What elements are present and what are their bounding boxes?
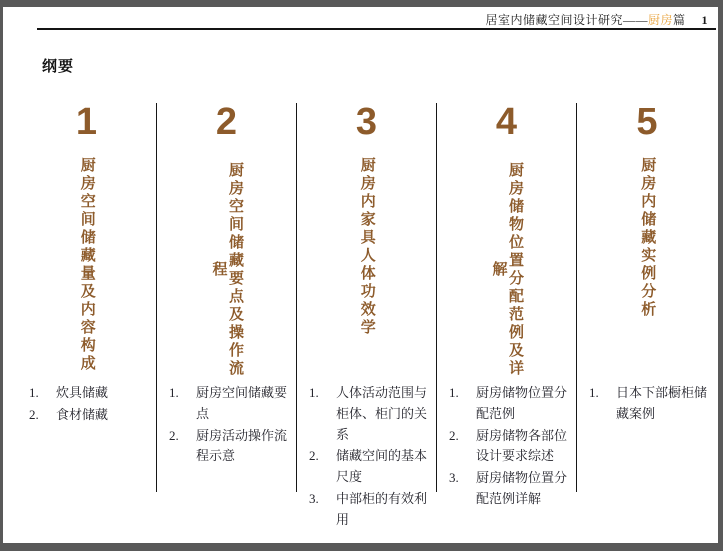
header-dash: —— (622, 13, 648, 27)
outline-list (169, 383, 296, 467)
header-page-number: 1 (701, 13, 708, 27)
section-vertical-title: 厨房内储藏实例分析 (639, 157, 656, 319)
item-marker: 2. (449, 427, 459, 443)
item-text: 日本下部橱柜储藏案例 (616, 385, 708, 421)
item-marker: 1. (589, 385, 599, 400)
list-item (309, 383, 436, 445)
list-item (449, 426, 576, 468)
list-item (449, 383, 576, 425)
item-text: 炊具储藏 (56, 385, 109, 400)
item-marker: 1. (169, 385, 179, 400)
item-text: 厨房空间储藏要点 (196, 385, 288, 421)
list-item (449, 468, 576, 510)
list-item (309, 489, 436, 531)
header-rule (37, 28, 716, 30)
section-title-wrap (157, 149, 296, 383)
outline-list (309, 383, 436, 531)
section-number: 1 (75, 101, 98, 143)
section-column-4 (437, 101, 577, 506)
item-marker: 3. (309, 490, 319, 506)
outline-list (589, 383, 717, 425)
list-item (589, 383, 717, 425)
item-marker: 2. (169, 427, 179, 443)
item-marker: 1. (449, 385, 459, 400)
section-title-wrap (437, 149, 576, 383)
header-title-prefix: 居室内储藏空间设计研究 (485, 13, 623, 27)
list-item (169, 426, 296, 468)
page-title: 纲要 (42, 59, 75, 75)
section-column-3 (297, 101, 437, 527)
item-text: 储藏空间的基本尺度 (336, 448, 428, 485)
section-vertical-title: 厨房空间储藏要点及操作流程 (210, 162, 243, 378)
outline-list (449, 383, 576, 510)
section-vertical-title: 厨房空间储藏量及内容构成 (78, 157, 95, 373)
header-title-suffix: 篇 (672, 13, 686, 27)
item-marker: 1. (29, 385, 39, 400)
section-vertical-title: 厨房内家具人体功效学 (358, 157, 375, 337)
list-item (29, 383, 156, 404)
list-item (169, 383, 296, 425)
section-number: 5 (636, 101, 658, 143)
section-column-1 (17, 103, 157, 492)
item-text: 食材储藏 (56, 406, 109, 422)
list-item (29, 405, 156, 426)
section-column-2 (157, 103, 297, 492)
section-number: 2 (215, 101, 238, 143)
section-number: 4 (495, 101, 518, 143)
item-text: 厨房储物各部位设计要求综述 (476, 427, 568, 464)
section-title-wrap (17, 149, 156, 383)
item-text: 人体活动范围与柜体、柜门的关系 (336, 385, 428, 442)
section-column-5 (577, 103, 717, 492)
running-header (485, 11, 708, 28)
list-item (309, 446, 436, 488)
section-title-wrap (577, 149, 717, 383)
item-text: 厨房储物位置分配范例详解 (476, 470, 568, 506)
item-text: 厨房储物位置分配范例 (476, 385, 568, 421)
item-marker: 1. (309, 385, 319, 400)
header-title-highlight: 厨房 (647, 13, 673, 27)
item-marker: 2. (29, 406, 39, 422)
document-page (3, 7, 718, 543)
outline-columns (17, 101, 717, 527)
outline-list (29, 383, 156, 426)
section-number: 3 (355, 101, 378, 143)
item-marker: 2. (309, 448, 319, 464)
item-marker: 3. (449, 470, 459, 486)
item-text: 中部柜的有效利用 (336, 490, 428, 527)
section-vertical-title: 厨房储物位置分配范例及详解 (490, 162, 523, 378)
item-text: 厨房活动操作流程示意 (196, 427, 288, 464)
section-title-wrap (297, 149, 436, 383)
